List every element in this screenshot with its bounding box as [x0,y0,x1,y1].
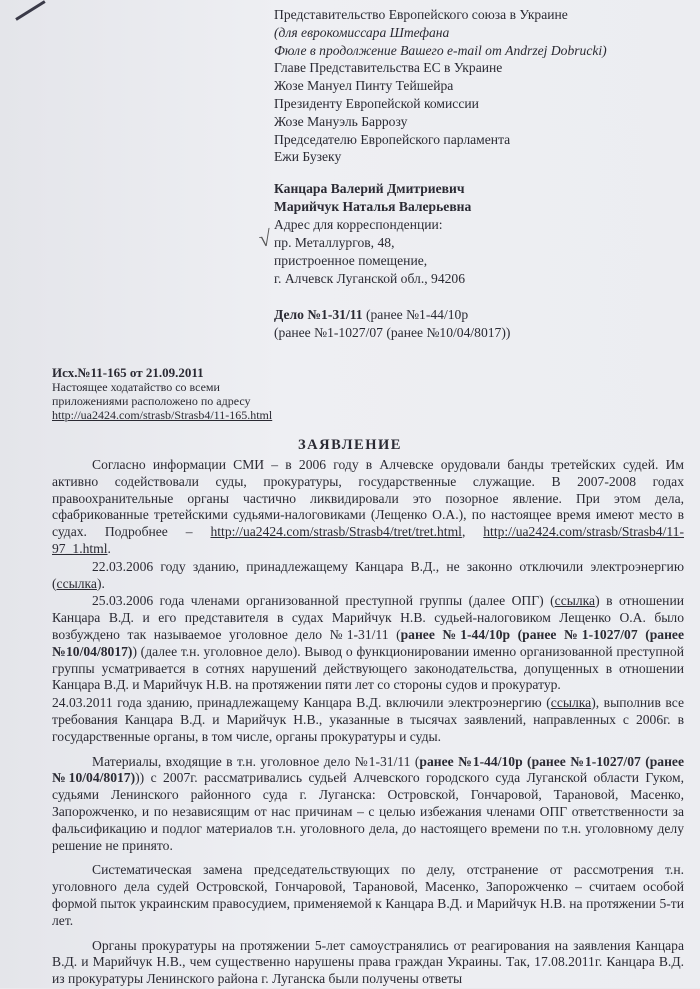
address-label: Адрес для корреспонденции: [274,217,443,232]
address-line: пр. Металлургов, 48, [274,235,395,250]
document-title: ЗАЯВЛЕНИЕ [298,437,402,453]
outgoing-number: Исх.№11-165 от 21.09.2011 [52,365,204,380]
outgoing-reference [52,366,352,422]
addressee-line: Жозе Мануэль Баррозу [274,113,408,129]
outgoing-link[interactable]: http://ua2424.com/strasb/Strasb4/11-165.html [52,408,273,422]
paragraph: 22.03.2006 году зданию, принадлежащему Канцара В.Д., не законно отключили электроэнергию (ссылка). [52,558,684,591]
address-line: г. Алчевск Луганской обл., 94206 [274,271,466,286]
addressee-line: Ежи Бузеку [274,149,342,165]
outgoing-note: Настоящее ходатайство со всеми [52,380,220,394]
addressee-line: Председателю Европейского парламента [274,131,511,147]
paragraph: Материалы, входящие в т.н. уголовное дело №1-31/11 (ранее №1-44/10р (ранее №1-1027/07 (ранее №10/04/8017))) с 2007г. рассматривались судьей Алчевского городского суда Луганской области Гуком, судьями Ленинского районного суда г. Луганска: Островской, Гончаровой, Тарановой, Масенко, Запорожченко, и по независящим от нас причинам – с целью избежания членами ОПГ ответственности за фальсификацию и подлог материалов т.н. уголовного дела, до настоящего времени по т.н. уголовному делу решение не принято. [52,753,685,853]
addressee-line: Фюле в продолжение Вашего e-mail от Andrzej Dobrucki) [274,42,607,58]
link[interactable]: ссылка [554,593,596,609]
case-number-bold: Дело №1-31/11 [274,307,363,322]
paragraph: Согласно информации СМИ – в 2006 году в Алчевске орудовали банды третейских судей. Им активно содействовали суды, прокуратуры, государственные служащие. В 2007-2008 годах правоохранительные органы частично ликвидировали это позорное явление. При этом дела, сфабрикованные третейскими судьями-налоговиками (Лещенко О.А.), по настоящее время имеют место в судах. Подробнее – http://ua2424.com/strasb/Strasb4/tret/tret.html, http://ua2424.com/strasb/Strasb4/11-97_1.html. [52,457,684,556]
link[interactable]: http://ua2424.com/strasb/Strasb4/tret/tret.html [210,524,462,540]
document-body [52,457,684,989]
addressee-line: Президенту Европейской комиссии [274,95,479,111]
pen-stroke-mark [15,0,45,21]
sender-name: Канцара Валерий Дмитриевич [274,181,465,196]
paragraph: 25.03.2006 года членами организованной преступной группы (далее ОПГ) (ссылка) в отношении Канцара В.Д. и его представителя в судах Марийчук Н.В. судьей-налоговиком Лещенко О.А. было возбуждено так называемое уголовное дело №1-31/11 (ранее №1-44/10р (ранее №1-1027/07 (ранее №10/04/8017)) (далее т.н. уголовное дело). Вывод о функционировании именно организованной преступной группы усматривается в сотнях нарушений действующего законодательства, допущенных в отношении Канцара В.Д. и Марийчук Н.В. на протяжении пяти лет со стороны судов и прокуратур. [52,593,684,693]
addressee-line: Жозе Мануел Пинту Тейшейра [274,78,454,94]
case-number-line2: (ранее №1-1027/07 (ранее №10/04/8017)) [274,325,511,340]
addressee-block [274,6,694,166]
sender-block [274,180,694,342]
paragraph: 24.03.2011 года зданию, принадлежащему Канцара В.Д. включили электроэнергию (ссылка), выполнив все требования Канцара В.Д. и Марийчук Н.В., указанные в тысячах заявлений, направленных с 2006г. в государственные органы, в том числе, органы прокуратуры и суды. [52,695,684,744]
link[interactable]: ссылка [550,695,592,711]
addressee-line: (для еврокомиссара Штефана [274,24,450,40]
outgoing-note: приложениями расположено по адресу [52,394,251,408]
addressee-line: Главе Представительства ЕС в Украине [274,60,503,76]
sender-name: Марийчук Наталья Валерьевна [274,199,472,214]
address-line: пристроенное помещение, [274,253,428,268]
handwritten-tick: √ [257,225,273,252]
link[interactable]: ссылка [56,575,97,591]
case-number-rest: (ранее №1-44/10р [362,307,469,322]
paragraph: Органы прокуратуры на протяжении 5-лет самоустранялись от реагирования на заявления Канцара В.Д. и Марийчук Н.В., чем существенно нарушены права граждан Украины. Так, 17.08.2011г. Канцара В.Д. из прокуратуры Ленинского района г. Луганска были получены ответы [52,937,684,987]
case-number [274,306,694,324]
link[interactable]: http://ua2424.com/strasb/Strasb4/11-97_1.html [52,524,684,556]
paragraph: Систематическая замена председательствующих по делу, отстранение от рассмотрения т.н. уголовного дела судей Островской, Гончаровой, Тарановой, Масенко, Запорожченко – считаем особой формой пыток украинским правосудием, применяемой к Канцара В.Д. и Марийчук Н.В. на протяжении 5-ти лет. [52,862,684,928]
addressee-line: Представительство Европейского союза в Украине [274,7,568,22]
